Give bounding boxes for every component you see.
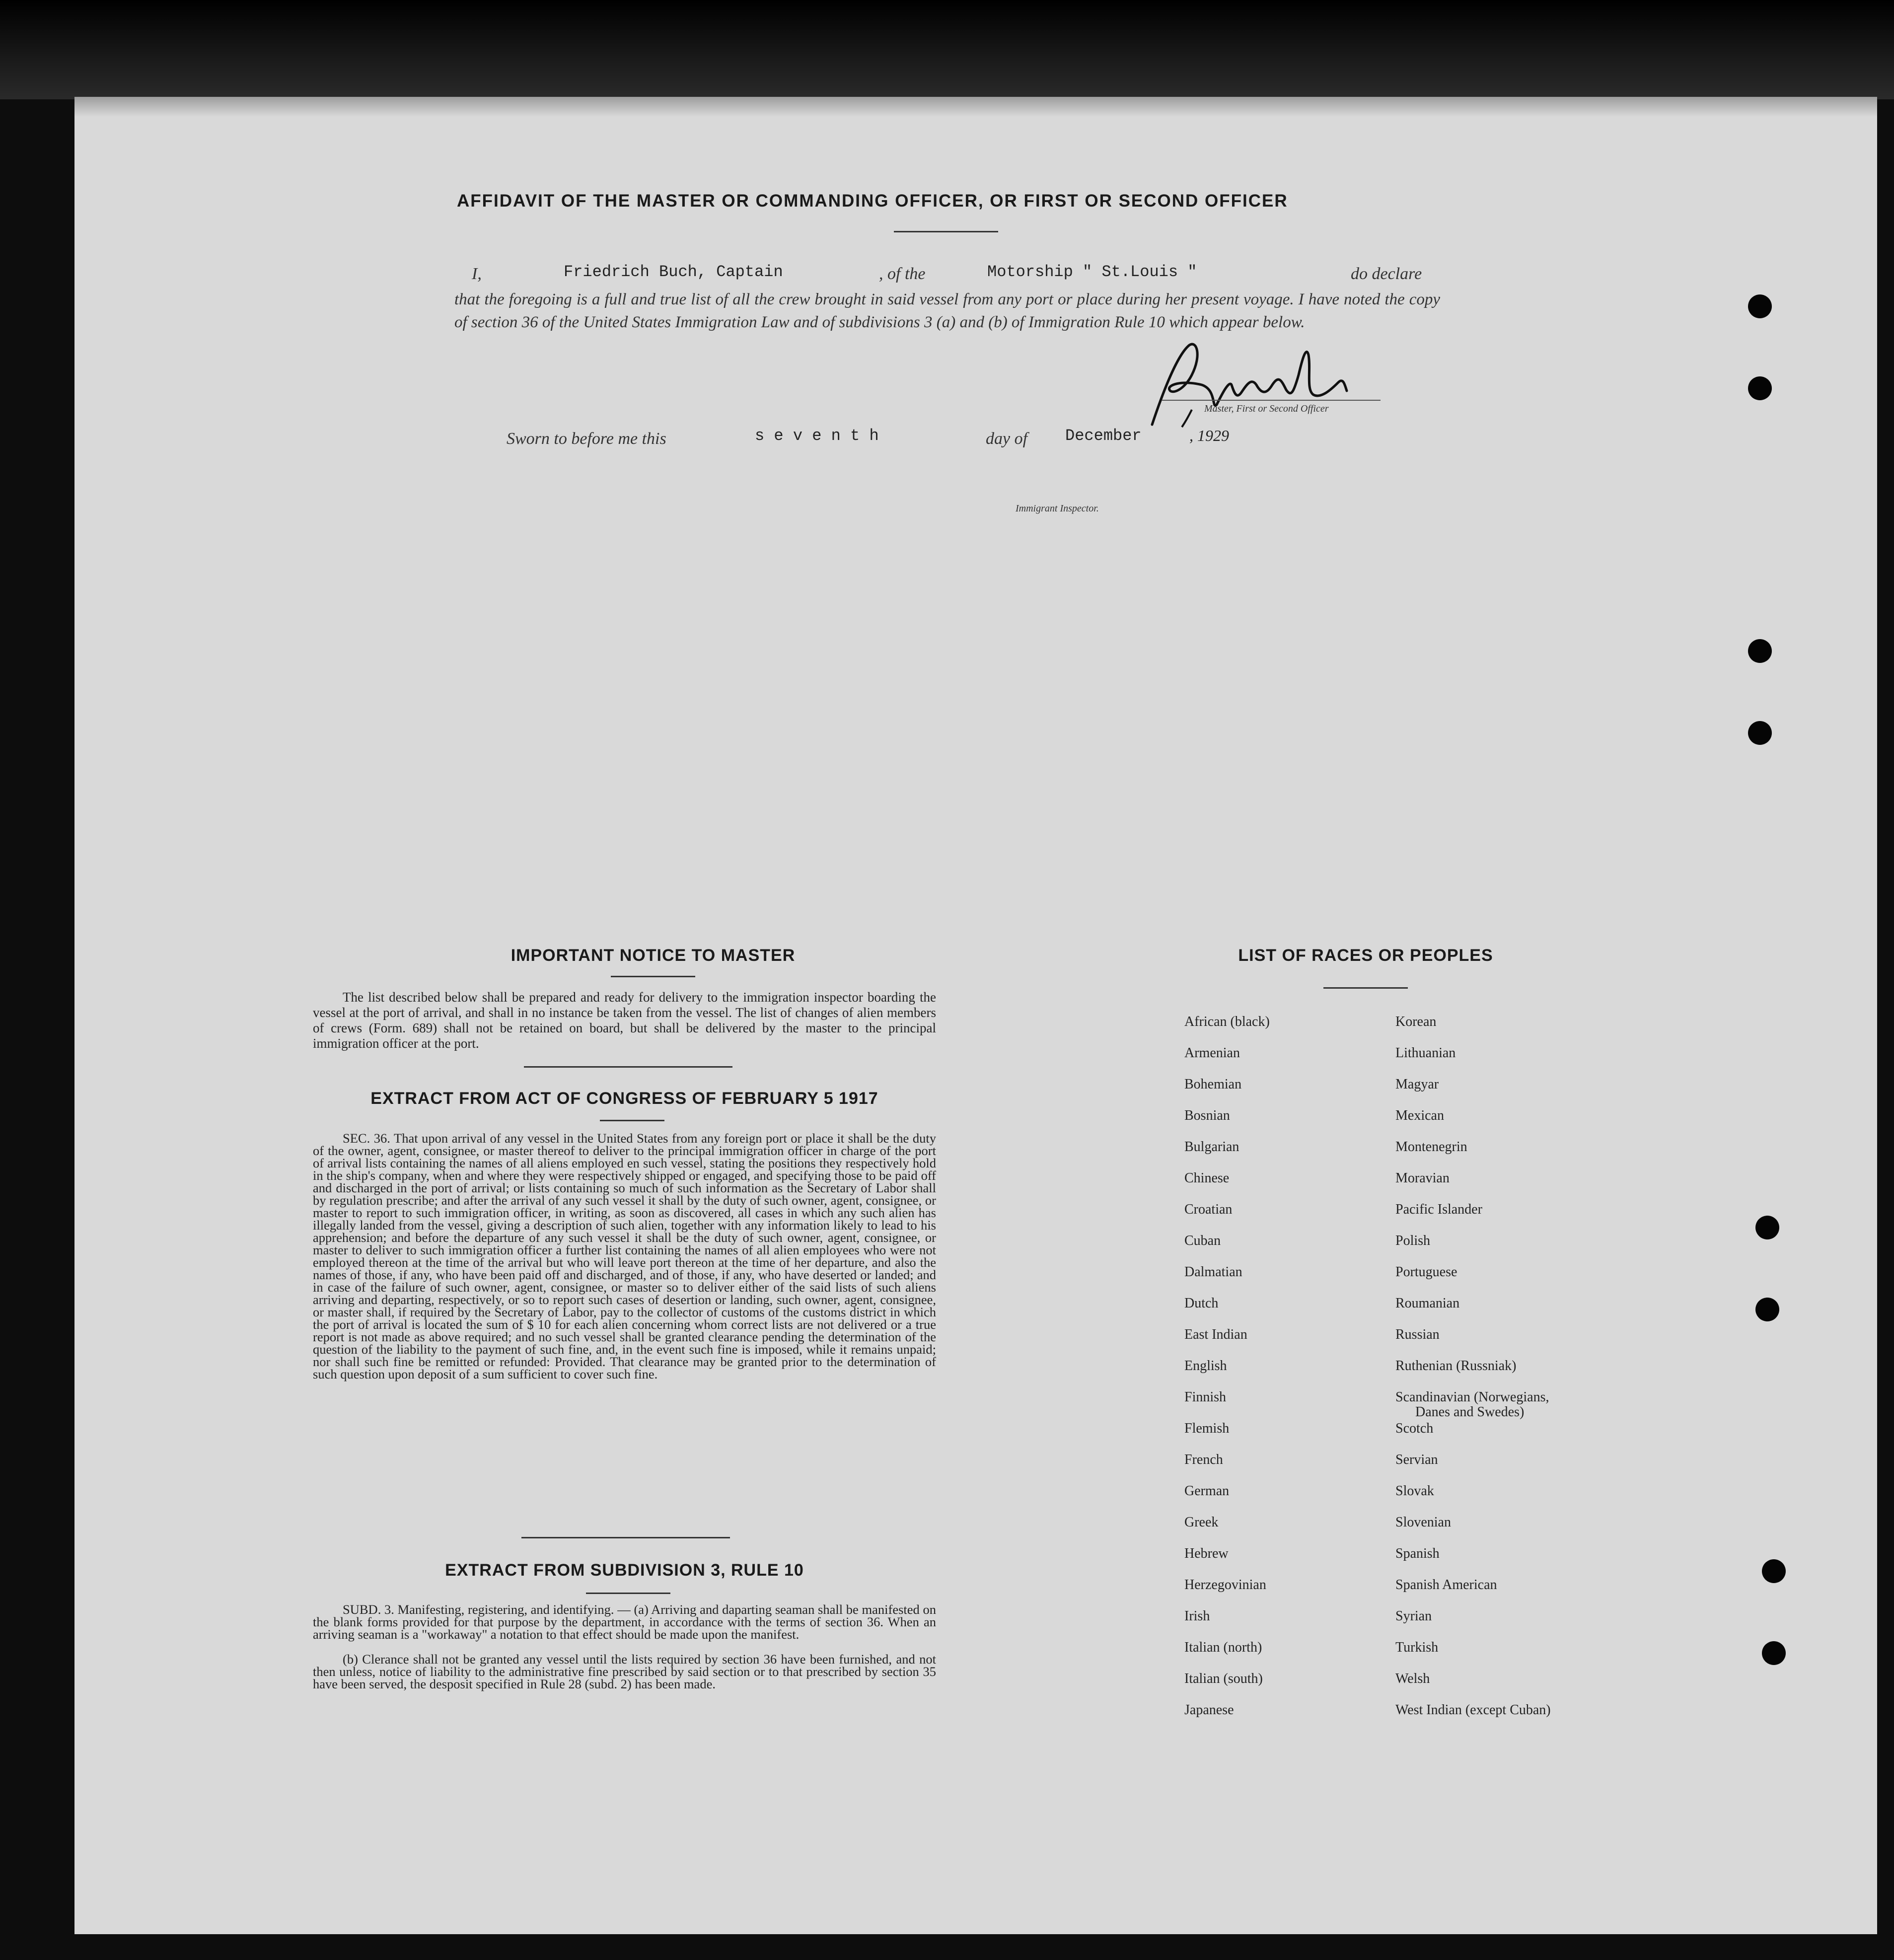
race-left-13: Flemish — [1184, 1421, 1230, 1436]
extract-rule-text-b: (b) Clerance shall not be granted any vessel until the lists required by section 36 have been furnished, and not then unless, notice of liability to the administrative fine prescribed by said section or to that prescribed by section 35 have been served, the desposit specified in Rule 28 (subd. 2) has been made. — [313, 1652, 936, 1691]
race-right-12: Scandinavian (Norwegians, — [1395, 1389, 1549, 1405]
race-left-17: Hebrew — [1184, 1546, 1229, 1561]
vessel-name: Motorship " St.Louis " — [987, 263, 1197, 281]
binder-hole — [1748, 721, 1772, 745]
races-title: LIST OF RACES OR PEOPLES — [1238, 946, 1493, 965]
notice-title-rule — [611, 976, 695, 977]
race-left-9: Dutch — [1184, 1296, 1219, 1311]
affidavit-of-the: , of the — [879, 265, 926, 283]
extract-rule-title: EXTRACT FROM SUBDIVISION 3, RULE 10 — [445, 1561, 804, 1580]
sworn-day: s e v e n t h — [755, 427, 879, 445]
race-right-20: Turkish — [1395, 1640, 1439, 1655]
notice-text: The list described below shall be prepared and ready for delivery to the immigration inspector boarding the vessel at the port of arrival, and shall in no instance be taken from the vessel. The list of changes of alien members of crews (Form. 689) shall not be retained on board, but shall be delivered by the master to the principal immigration officer at the port. — [313, 990, 936, 1051]
signature-line — [1162, 400, 1381, 401]
master-name: Friedrich Buch, Captain — [564, 263, 783, 281]
affidavit-prefix: I, — [472, 265, 482, 283]
race-left-10: East Indian — [1184, 1327, 1247, 1342]
races-title-rule — [1323, 987, 1408, 989]
race-left-2: Bohemian — [1184, 1077, 1242, 1092]
race-right-11: Ruthenian (Russniak) — [1395, 1358, 1517, 1374]
binder-hole — [1755, 1216, 1779, 1239]
affidavit-body: that the foregoing is a full and true list of all the crew brought in said vessel from any port or place during her present voyage. I have noted the copy of section 36 of the United States Immigration Law and of subdivisions 3 (a) and (b) of Immigration Rule 10 which appear below. — [454, 290, 1440, 331]
race-left-8: Dalmatian — [1184, 1264, 1242, 1280]
race-left-16: Greek — [1184, 1515, 1219, 1530]
race-right-1: Lithuanian — [1395, 1045, 1456, 1061]
signature-caption: Master, First or Second Officer — [1204, 403, 1329, 414]
race-left-18: Herzegovinian — [1184, 1577, 1266, 1593]
race-right-12-continuation: Danes and Swedes) — [1415, 1404, 1525, 1420]
race-right-5: Moravian — [1395, 1170, 1450, 1186]
extract-act-separator — [521, 1537, 730, 1538]
captain-signature — [1142, 335, 1400, 435]
extract-act-rule — [600, 1120, 664, 1121]
race-right-0: Korean — [1395, 1014, 1437, 1029]
sworn-text: Sworn to before me this — [507, 430, 666, 448]
race-right-19: Syrian — [1395, 1608, 1432, 1624]
race-right-9: Roumanian — [1395, 1296, 1460, 1311]
race-left-15: German — [1184, 1483, 1230, 1499]
race-left-21: Italian (south) — [1184, 1671, 1263, 1686]
binder-hole — [1762, 1641, 1786, 1665]
race-left-0: African (black) — [1184, 1014, 1270, 1029]
film-top-band — [0, 0, 1894, 99]
sworn-month: December — [1065, 427, 1142, 445]
race-right-10: Russian — [1395, 1327, 1440, 1342]
document-page — [74, 97, 1877, 1934]
race-right-17: Spanish — [1395, 1546, 1440, 1561]
race-left-7: Cuban — [1184, 1233, 1221, 1248]
race-left-19: Irish — [1184, 1608, 1210, 1624]
race-left-14: French — [1184, 1452, 1223, 1467]
binder-hole — [1762, 1559, 1786, 1583]
binder-hole — [1748, 639, 1772, 663]
affidavit-title: AFFIDAVIT OF THE MASTER OR COMMANDING OFFICER, OR FIRST OR SECOND OFFICER — [457, 191, 1288, 211]
race-left-1: Armenian — [1184, 1045, 1240, 1061]
race-right-16: Slovenian — [1395, 1515, 1451, 1530]
race-left-4: Bulgarian — [1184, 1139, 1239, 1155]
notice-title: IMPORTANT NOTICE TO MASTER — [510, 946, 796, 965]
race-left-6: Croatian — [1184, 1202, 1233, 1217]
inspector-caption: Immigrant Inspector. — [1016, 503, 1099, 514]
race-right-14: Servian — [1395, 1452, 1438, 1467]
race-left-11: English — [1184, 1358, 1227, 1374]
race-right-21: Welsh — [1395, 1671, 1430, 1686]
extract-rule-rule — [586, 1593, 670, 1594]
extract-rule-text-a: SUBD. 3. Manifesting, registering, and identifying. — (a) Arriving and daparting seaman shall be manifested on the blank forms provided for that purpose by the department, in accordance with the terms of section 36. When an arriving seaman is a "workaway" a notation to that effect should be made upon the manifest. — [313, 1602, 936, 1642]
binder-hole — [1748, 376, 1772, 400]
race-right-4: Montenegrin — [1395, 1139, 1467, 1155]
race-right-6: Pacific Islander — [1395, 1202, 1482, 1217]
race-right-22: West Indian (except Cuban) — [1395, 1702, 1551, 1718]
race-left-3: Bosnian — [1184, 1108, 1230, 1123]
race-right-8: Portuguese — [1395, 1264, 1457, 1280]
affidavit-do-declare: do declare — [1351, 265, 1422, 283]
sworn-year: , 1929 — [1189, 427, 1229, 444]
race-left-12: Finnish — [1184, 1389, 1227, 1405]
race-right-7: Polish — [1395, 1233, 1431, 1248]
binder-hole — [1755, 1298, 1779, 1321]
race-right-2: Magyar — [1395, 1077, 1439, 1092]
extract-act-text: SEC. 36. That upon arrival of any vessel in the United States from any foreign port or place it shall be the duty of the owner, agent, consignee, or master thereof to deliver to the principal immigration officer in charge of the port of arrival lists containing the names of all aliens employed en such vessel, stating the positions they respectively hold in the ship's company, when and where they were respectively shipped or engaged, and specifying those to be paid off and discharged in the port of arrival; or lists containing so much of such information as the Secretary of Labor shall by regulation prescribe; and after the arrival of any such vessel it shall by the duty of such owner, agent, consignee, or master to report to such immigration officer, in writing, as soon as discovered, all cases in which any such alien has illegally landed from the vessel, giving a description of such alien, together with any information likely to lead to his apprehension; and before the departure of any such vessel it shall be the duty of such owner, agent, consignee, or master to deliver to such immigration officer a further list containing the names of all alien employees who were not employed thereon at the time of the arrival but who will leave port thereon at the time of her departure, and also the names of those, if any, who have been paid off and discharged, and of those, if any, who have deserted or landed; and in case of the failure of such owner, agent, consignee, or master so to deliver either of the said lists of such aliens arriving and departing, respectively, or so to report such cases of desertion or landing, such owner, agent, consignee, or master shall, if required by the Secretary of Labor, pay to the collector of customs of the customs district in which the port of arrival is located the sum of $ 10 for each alien concerning whom correct lists are not delivered or a true report is not made as above required; and no such vessel shall be granted clearance pending the determination of the question of the liability to the payment of such fine, and, in the event such fine is imposed, while it remains unpaid; nor shall such fine be remitted or refunded: Provided. That clearance may be granted prior to the determination of such question upon deposit of a sum sufficient to cover such fine. — [313, 1131, 936, 1381]
extract-act-title: EXTRACT FROM ACT OF CONGRESS OF FEBRUARY 5 1917 — [370, 1089, 878, 1108]
race-right-18: Spanish American — [1395, 1577, 1497, 1593]
race-left-20: Italian (north) — [1184, 1640, 1262, 1655]
race-right-13: Scotch — [1395, 1421, 1434, 1436]
race-left-22: Japanese — [1184, 1702, 1234, 1718]
sworn-day-of: day of — [986, 430, 1028, 448]
binder-hole — [1748, 294, 1772, 318]
affidavit-title-rule — [894, 231, 998, 232]
race-right-3: Mexican — [1395, 1108, 1444, 1123]
notice-separator — [524, 1066, 732, 1068]
race-left-5: Chinese — [1184, 1170, 1230, 1186]
race-right-15: Slovak — [1395, 1483, 1434, 1499]
